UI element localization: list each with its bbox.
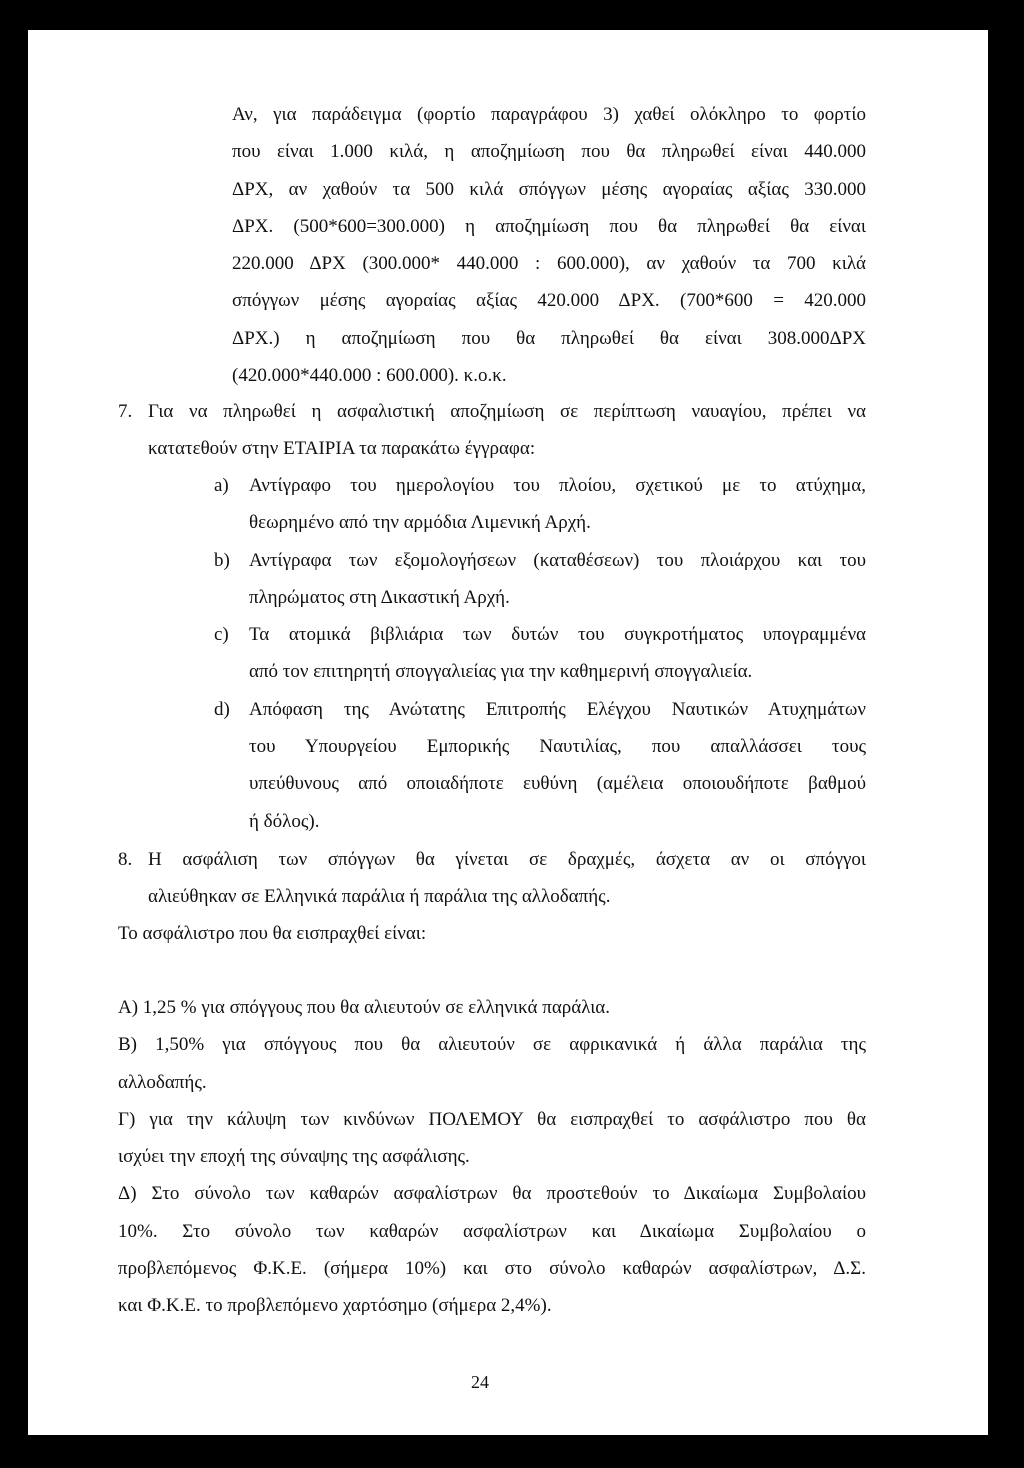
section-7 [118,393,866,468]
text-line: ΔΡΧ, αν χαθούν τα 500 κιλά σπόγγων μέσης αγοραίας αξίας 330.000 [232,178,866,200]
list-marker: a) [214,475,229,496]
text-line: που είναι 1.000 κιλά, η αποζημίωση που θα πληρωθεί είναι 440.000 [232,141,866,163]
list-item [214,691,866,840]
text-line: από τον επιτηρητή σπογγαλιείας για την καθημερινή σπογγαλιεία. [249,661,753,683]
text-line: 220.000 ΔΡΧ (300.000* 440.000 : 600.000), αν χαθούν τα 700 κιλά [232,253,866,275]
text-line: Αντίγραφο του ημερολογίου του πλοίου, σχετικού με το ατύχημα, [249,475,866,496]
page-number: 24 [471,1372,489,1392]
text-line: υπεύθυνους από οποιαδήποτε ευθύνη (αμέλεια οποιουδήποτε βαθμού [249,773,866,795]
text-line: Αντίγραφα των εξομολογήσεων (καταθέσεων) του πλοιάρχου και του [249,549,866,571]
text-line: ΔΡΧ. (500*600=300.000) η αποζημίωση που θα πληρωθεί θα είναι [232,215,866,237]
text-line: (420.000*440.000 : 600.000). κ.ο.κ. [232,365,507,387]
heading-text: Το ασφάλιστρο που θα εισπραχθεί είναι: [118,923,427,944]
section-number: 8. [118,849,133,870]
premium-item [118,989,866,1026]
list-marker: d) [214,698,230,720]
list-marker: b) [214,549,230,571]
text-line: του Υπουργείου Εμπορικής Ναυτιλίας, που απαλλάσσει τους [249,736,866,758]
text-line: Β) 1,50% για σπόγγους που θα αλιευτούν σε αφρικανικά ή άλλα παράλια της [118,1034,866,1056]
premium-heading [118,915,866,952]
text-line: προβλεπόμενος Φ.Κ.Ε. (σήμερα 10%) και στο σύνολο καθαρών ασφαλίστρων, Δ.Σ. [118,1258,866,1280]
section-8 [118,841,866,916]
text-line: 10%. Στο σύνολο των καθαρών ασφαλίστρων και Δικαίωμα Συμβολαίου ο [118,1220,866,1242]
premium-item [118,1026,866,1101]
premium-item [118,1101,866,1176]
text-line: Δ) Στο σύνολο των καθαρών ασφαλίστρων θα προστεθούν το Δικαίωμα Συμβολαίου [118,1183,866,1205]
text-line: αλλοδαπής. [118,1071,207,1093]
list-item [214,467,866,542]
text-line: σπόγγων μέσης αγοραίας αξίας 420.000 ΔΡΧ. (700*600 = 420.000 [232,290,866,312]
text-line: ισχύει την εποχή της σύναψης της ασφάλισης. [118,1146,470,1168]
text-line: θεωρημένο από την αρμόδια Λιμενική Αρχή. [249,512,591,534]
list-marker: c) [214,624,229,646]
text-line: Απόφαση της Ανώτατης Επιτροπής Ελέγχου Ναυτικών Ατυχημάτων [249,698,866,720]
text-line: Η ασφάλιση των σπόγγων θα γίνεται σε δραχμές, άσχετα αν οι σπόγγοι [148,849,866,870]
text-line: Αν, για παράδειγμα (φορτίο παραγράφου 3) χαθεί ολόκληρο το φορτίο [232,104,866,125]
text-line: και Φ.Κ.Ε. το προβλεπόμενο χαρτόσημο (σήμερα 2,4%). [118,1295,552,1317]
section-number: 7. [118,401,133,422]
text-line: πληρώματος στη Δικαστική Αρχή. [249,586,510,608]
text-line: Τα ατομικά βιβλιάρια των δυτών του συγκροτήματος υπογραμμένα [249,624,866,646]
intro-paragraph [232,96,866,394]
text-line: ή δόλος). [249,810,320,832]
document-list [214,467,866,840]
text-line: Γ) για την κάλυψη των κινδύνων ΠΟΛΕΜΟΥ θα εισπραχθεί το ασφάλιστρο που θα [118,1108,866,1130]
premium-item [118,1175,866,1324]
text-line: αλιεύθηκαν σε Ελληνικά παράλια ή παράλια της αλλοδαπής. [148,886,611,908]
text-line: Α) 1,25 % για σπόγγους που θα αλιευτούν σε ελληνικά παράλια. [118,997,611,1018]
list-item [214,542,866,617]
text-line: ΔΡΧ.) η αποζημίωση που θα πληρωθεί θα είναι 308.000ΔΡΧ [232,327,866,349]
list-item [214,616,866,691]
text-line: Για να πληρωθεί η ασφαλιστική αποζημίωση σε περίπτωση ναυαγίου, πρέπει να [148,401,866,422]
text-line: κατατεθούν στην ΕΤΑΙΡΙΑ τα παρακάτω έγγραφα: [148,438,536,460]
premium-list [118,989,866,1325]
